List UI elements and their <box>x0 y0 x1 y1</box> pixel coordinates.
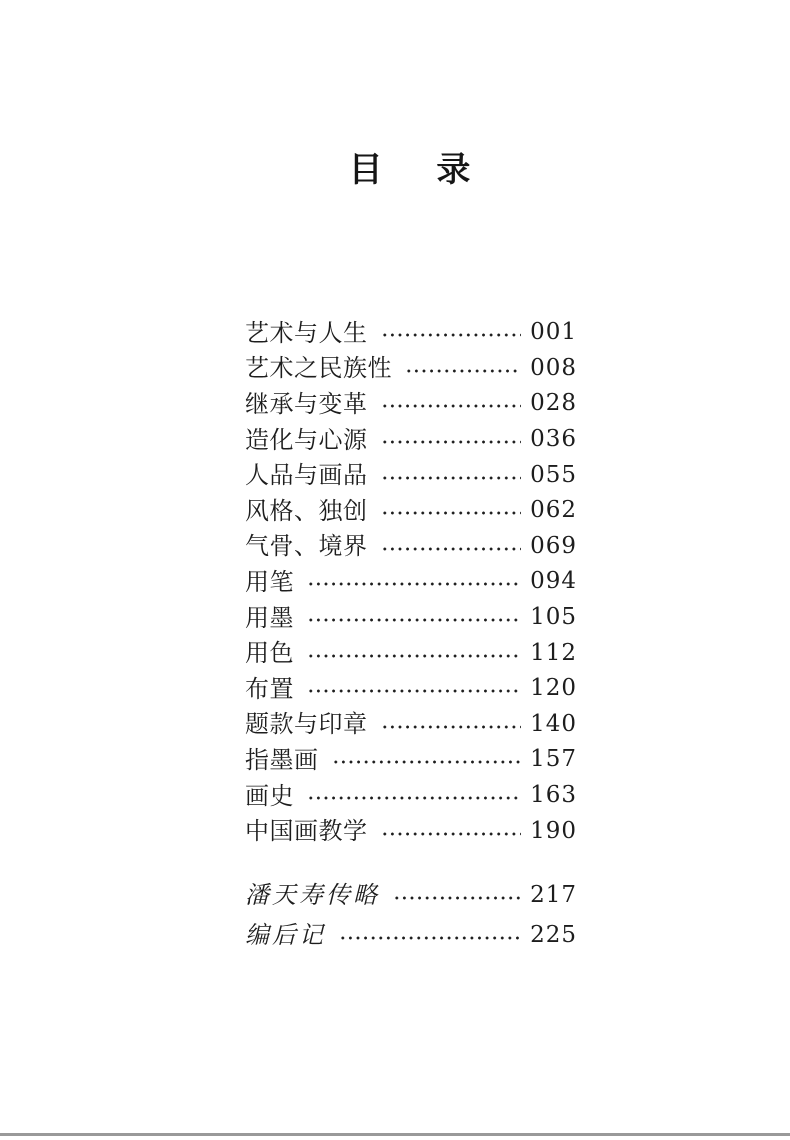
toc-entry <box>245 778 577 814</box>
toc-entry-page-number: 069 <box>530 532 577 559</box>
toc-entry-page-number: 225 <box>530 921 577 948</box>
toc-entry <box>245 635 577 671</box>
toc-list-backmatter <box>245 875 577 955</box>
toc-entry <box>245 564 577 600</box>
toc-entry-page-number: 036 <box>530 426 577 453</box>
toc-entry-page-number: 094 <box>530 568 577 595</box>
dot-leader <box>307 651 521 661</box>
toc-entry-page-number: 140 <box>530 710 577 737</box>
toc-entry-page-number: 062 <box>530 497 577 524</box>
dot-leader <box>393 893 521 903</box>
dot-leader <box>307 793 521 803</box>
toc-entry-title: 布置 <box>245 674 294 703</box>
toc-entry-page-number: 217 <box>530 881 577 908</box>
toc-entry <box>245 422 577 458</box>
toc-entry-page-number: 120 <box>530 675 577 702</box>
toc-entry <box>245 457 577 493</box>
dot-leader <box>332 757 522 767</box>
toc-entry-page-number: 028 <box>530 390 577 417</box>
toc-entry-title: 指墨画 <box>245 745 319 774</box>
dot-leader <box>381 829 522 839</box>
dot-leader <box>307 579 521 589</box>
toc-entry-title: 继承与变革 <box>245 389 368 418</box>
dot-leader <box>339 933 521 943</box>
toc-entry-page-number: 055 <box>530 461 577 488</box>
toc-entry-page-number: 163 <box>530 782 577 809</box>
toc-entry-title: 中国画教学 <box>245 817 368 846</box>
toc-entry-title: 人品与画品 <box>245 461 368 490</box>
dot-leader <box>381 401 522 411</box>
dot-leader <box>381 330 522 340</box>
toc-entry <box>245 707 577 743</box>
dot-leader <box>381 473 522 483</box>
toc-entry <box>245 600 577 636</box>
toc-entry-title: 艺术之民族性 <box>245 354 392 383</box>
dot-leader <box>405 366 521 376</box>
toc-entry-page-number: 157 <box>530 746 577 773</box>
toc-entry-title: 画史 <box>245 781 294 810</box>
toc-entry-title: 用色 <box>245 639 294 668</box>
toc-entry-title: 题款与印章 <box>245 710 368 739</box>
page-bottom-edge-line <box>0 1133 790 1136</box>
toc-entry <box>245 671 577 707</box>
toc-entry-title: 风格、独创 <box>245 496 368 525</box>
toc-list-main <box>245 315 577 849</box>
toc-entry <box>245 386 577 422</box>
dot-leader <box>381 544 522 554</box>
toc-entry-page-number: 001 <box>530 319 577 346</box>
toc-entry-title: 编后记 <box>245 921 326 949</box>
toc-entry-page-number: 105 <box>530 604 577 631</box>
dot-leader <box>307 686 521 696</box>
toc-entry <box>245 529 577 565</box>
toc-entry-title: 用笔 <box>245 567 294 596</box>
toc-entry-title: 造化与心源 <box>245 425 368 454</box>
page-title: 目 录 <box>348 150 472 190</box>
toc-entry-title: 气骨、境界 <box>245 532 368 561</box>
toc-entry <box>245 351 577 387</box>
toc-entry-title: 用墨 <box>245 603 294 632</box>
toc-entry-page-number: 112 <box>530 639 577 666</box>
dot-leader <box>381 437 522 447</box>
toc-entry <box>245 875 577 915</box>
toc-entry <box>245 493 577 529</box>
toc-entry <box>245 742 577 778</box>
toc-entry <box>245 813 577 849</box>
toc-entry-title: 潘天寿传略 <box>245 881 380 909</box>
dot-leader <box>381 722 522 732</box>
toc-entry-page-number: 190 <box>530 817 577 844</box>
toc-entry <box>245 915 577 955</box>
dot-leader <box>381 508 522 518</box>
dot-leader <box>307 615 521 625</box>
toc-entry-page-number: 008 <box>530 354 577 381</box>
toc-entry <box>245 315 577 351</box>
toc-entry-title: 艺术与人生 <box>245 318 368 347</box>
